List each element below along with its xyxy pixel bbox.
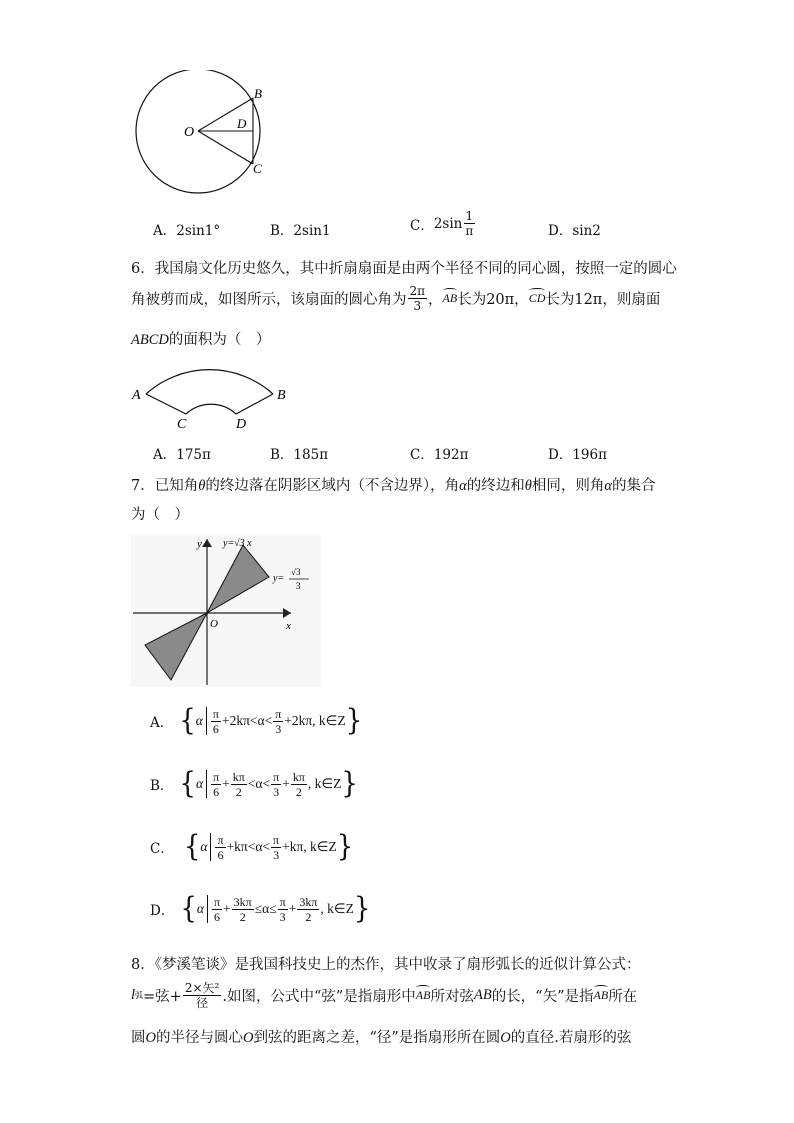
label-d: D	[237, 116, 247, 131]
radius-oc	[198, 131, 253, 164]
fraction: $\frac{1}{\pi}$	[465, 209, 474, 238]
angle-fraction: $\frac{2\pi}{3}$	[409, 284, 426, 313]
option-label: D．	[548, 223, 573, 239]
arc-ab: AB	[442, 291, 458, 305]
option-text: 2sin1	[293, 223, 331, 239]
line2-equation-prefix: y=	[273, 573, 285, 584]
q6-option-d[interactable]: D．196π	[548, 447, 607, 463]
q6-option-c[interactable]: C．192π	[410, 447, 469, 463]
q7-line2: 为（ ）	[131, 507, 189, 523]
outer-arc	[146, 370, 273, 394]
circle-chord-figure	[128, 70, 278, 195]
edge-ac	[146, 394, 186, 414]
edge-bd	[236, 394, 273, 414]
option-label: A．	[153, 223, 177, 239]
q5-option-b[interactable]	[270, 219, 331, 239]
q5-option-c[interactable]	[410, 210, 476, 237]
line2-equation-num: √3	[291, 567, 301, 577]
line2-equation-den: 3	[296, 581, 301, 591]
q7-line1: 7．已知角θ的终边落在阴影区域内（不含边界），角α的终边和θ相同，则角α的集合	[131, 478, 656, 494]
axis-y-label: y	[197, 538, 202, 550]
arc-ab: AB	[415, 988, 431, 1002]
label-a: A	[132, 388, 141, 403]
option-text: sin2	[572, 223, 601, 239]
label-b: B	[277, 388, 286, 403]
option-text: 2sin	[433, 215, 463, 232]
line1-equation: y=√3 x	[223, 538, 252, 549]
arc-cd: CD	[528, 291, 546, 305]
fan-figure	[128, 348, 293, 433]
option-label: C．	[410, 217, 434, 234]
angle-region-figure	[131, 535, 321, 687]
q8-line3: 圆O的半径与圆心O到弦的距离之差，“径”是指扇形所在圆O的直径.若扇形的弦	[131, 1030, 632, 1046]
q7-option-a[interactable]: A． { α $\frac{\pi}{6}$ +2kπ<α< $\frac{\pi}{3}$ +2kπ, k∈Z }	[150, 704, 363, 738]
label-o: O	[184, 125, 195, 140]
option-label: B．	[270, 223, 294, 239]
axis-x-label: x	[286, 620, 291, 632]
q5-option-a[interactable]	[153, 219, 220, 239]
q7-option-d[interactable]: D． { α $\frac{\pi}{6}$ + $\frac{3k\pi}{2}$ ≤α≤ $\frac{\pi}{3}$ + $\frac{3k\pi}{2}$ , k∈Z }	[150, 892, 371, 926]
label-d: D	[236, 417, 247, 432]
q5-option-d[interactable]	[548, 219, 601, 239]
q7-option-c[interactable]: C． { α $\frac{\pi}{6}$ +kπ<α< $\frac{\pi}{3}$ +kπ, k∈Z }	[150, 830, 354, 864]
q6-option-b[interactable]: B．185π	[270, 447, 329, 463]
inner-arc	[186, 404, 236, 414]
label-c: C	[253, 161, 262, 176]
q6-line3: ABCD的面积为（ ）	[131, 332, 271, 348]
q8-line2: l 弧 =弦+ $\frac{\text{2×矢²}}{\text{径}}$ .如图，公式中“弦”是指扇形中 AB 所对弦 AB 的长，“矢”是指 AB 所在	[131, 981, 638, 1010]
arc-ab: AB	[593, 988, 609, 1002]
q6-line2: 角被剪而成，如图所示，该扇面的圆心角为 $\frac{2\pi}{3}$ ， AB 长为20π， CD 长为12π，则扇面	[131, 284, 661, 313]
q6-option-a[interactable]: A．175π	[153, 447, 211, 463]
option-text: 2sin1°	[176, 223, 221, 239]
q7-option-b[interactable]: B． { α $\frac{\pi}{6}$ + $\frac{k\pi}{2}$ <α< $\frac{\pi}{3}$ + $\frac{k\pi}{2}$ , k∈Z }	[150, 767, 358, 801]
label-b: B	[254, 86, 262, 101]
origin-label: O	[210, 618, 218, 630]
q6-line1: 6．我国扇文化历史悠久，其中折扇扇面是由两个半径不同的同心圆，按照一定的圆心	[131, 261, 677, 277]
label-c: C	[177, 417, 187, 432]
q8-line1: 8．《梦溪笔谈》是我国科技史上的杰作，其中收录了扇形弧长的近似计算公式：	[131, 957, 641, 973]
